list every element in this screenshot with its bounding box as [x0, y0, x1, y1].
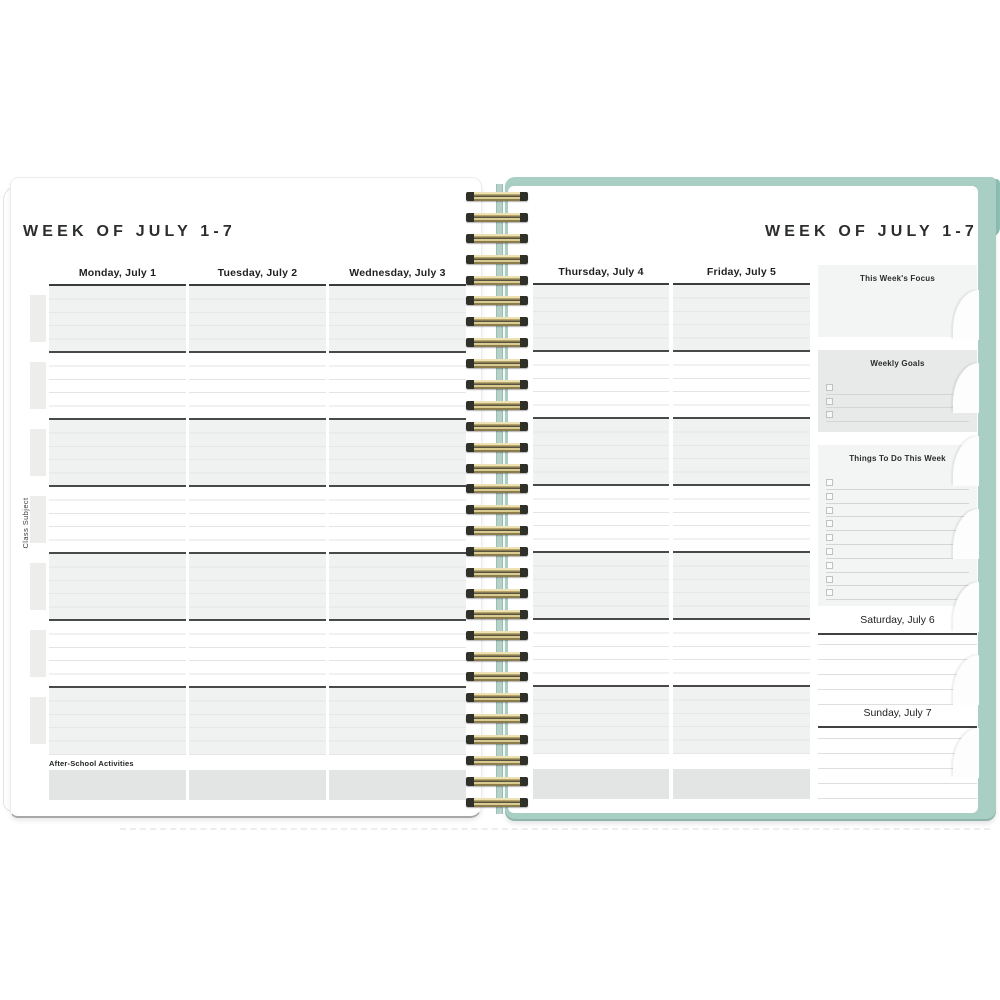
schedule-section: [189, 420, 326, 487]
spiral-coil: [466, 359, 528, 368]
day-header: Friday, July 5: [706, 266, 777, 278]
spiral-coil: [466, 735, 528, 744]
ruled-line: [818, 645, 977, 660]
checkbox-icon: [826, 384, 833, 391]
day-column-wednesday: [329, 267, 466, 755]
schedule-section: [673, 553, 810, 620]
schedule-section: [49, 487, 186, 554]
day-section-grid: [49, 286, 186, 755]
schedule-section: [329, 554, 466, 621]
spiral-coil: [466, 777, 528, 786]
day-header: Thursday, July 4: [558, 266, 644, 278]
checkbox-icon: [826, 493, 833, 500]
schedule-section: [189, 554, 326, 621]
checkbox-icon: [826, 479, 833, 486]
spiral-coil: [466, 484, 528, 493]
ruled-line: [818, 784, 977, 799]
schedule-section: [189, 621, 326, 688]
spiral-coil: [466, 422, 528, 431]
spiral-coil: [466, 798, 528, 807]
schedule-section: [533, 285, 669, 352]
spiral-coil: [466, 589, 528, 598]
checkbox-icon: [826, 411, 833, 418]
subject-tab: [30, 429, 46, 476]
ruled-line: [818, 660, 977, 675]
spiral-coil: [466, 652, 528, 661]
checkbox-icon: [826, 520, 833, 527]
subject-tab: [30, 295, 46, 342]
after-school-block: [189, 770, 326, 800]
spiral-coil: [466, 296, 528, 305]
checkbox-row: [818, 490, 977, 504]
schedule-section: [533, 486, 669, 553]
checkbox-icon: [826, 398, 833, 405]
write-in-line: [826, 599, 969, 600]
spiral-coil: [466, 213, 528, 222]
spiral-coil: [466, 464, 528, 473]
schedule-section: [673, 352, 810, 419]
todo-title: Things To Do This Week: [849, 454, 946, 463]
right-cover: [505, 177, 996, 821]
schedule-section: [329, 688, 466, 755]
spiral-coil: [466, 443, 528, 452]
schedule-section: [533, 687, 669, 754]
write-in-line: [826, 421, 969, 422]
day-column-tuesday: [189, 267, 326, 755]
checkbox-icon: [826, 589, 833, 596]
spiral-coil: [466, 338, 528, 347]
day-section-grid: [533, 285, 669, 754]
ruled-line: [818, 724, 977, 739]
day-section-grid: [189, 286, 326, 755]
after-school-label: After-School Activities: [49, 759, 134, 768]
spiral-coil: [466, 505, 528, 514]
day-header: Wednesday, July 3: [349, 267, 446, 279]
day-column-friday: [673, 266, 810, 754]
spiral-coil: [466, 255, 528, 264]
day-section-grid: [329, 286, 466, 755]
focus-title: This Week's Focus: [860, 274, 935, 283]
schedule-section: [673, 419, 810, 486]
spiral-coil: [466, 380, 528, 389]
schedule-section: [49, 420, 186, 487]
spiral-coil: [466, 756, 528, 765]
schedule-section: [533, 553, 669, 620]
spiral-coil: [466, 526, 528, 535]
schedule-section: [329, 353, 466, 420]
checkbox-icon: [826, 534, 833, 541]
spiral-coil: [466, 192, 528, 201]
after-school-block: [329, 770, 466, 800]
spiral-coil: [466, 317, 528, 326]
day-header: Tuesday, July 2: [217, 267, 298, 279]
schedule-section: [49, 286, 186, 353]
day-header: Monday, July 1: [78, 267, 157, 279]
left-page: [10, 177, 482, 818]
class-subject-label: Class Subject: [21, 497, 30, 549]
spiral-coil: [466, 401, 528, 410]
schedule-section: [533, 352, 669, 419]
day-section-grid: [673, 285, 810, 754]
schedule-section: [533, 620, 669, 687]
schedule-section: [49, 353, 186, 420]
right-page: [508, 186, 978, 813]
goals-title: Weekly Goals: [870, 359, 925, 368]
spiral-coil: [466, 714, 528, 723]
spiral-coil: [466, 693, 528, 702]
checkbox-row: [818, 573, 977, 587]
sunday-header: Sunday, July 7: [863, 707, 932, 719]
schedule-section: [49, 688, 186, 755]
schedule-section: [673, 285, 810, 352]
schedule-section: [189, 353, 326, 420]
schedule-section: [189, 487, 326, 554]
spiral-coil: [466, 234, 528, 243]
checkbox-row: [818, 559, 977, 573]
subject-tab: [30, 697, 46, 744]
checkbox-icon: [826, 562, 833, 569]
checkbox-icon: [826, 576, 833, 583]
checkbox-row: [818, 504, 977, 518]
page-edge-curl: [953, 436, 979, 486]
schedule-section: [189, 286, 326, 353]
spiral-coil: [466, 672, 528, 681]
day-column-thursday: [533, 266, 669, 754]
saturday-header: Saturday, July 6: [860, 614, 935, 626]
schedule-section: [533, 419, 669, 486]
spiral-coil: [466, 547, 528, 556]
ruled-line: [818, 630, 977, 645]
checkbox-icon: [826, 548, 833, 555]
schedule-section: [673, 620, 810, 687]
spiral-coil: [466, 610, 528, 619]
day-column-monday: [49, 267, 186, 755]
after-school-block: [49, 770, 186, 800]
spiral-binding: [466, 192, 528, 818]
checkbox-row: [818, 586, 977, 600]
schedule-section: [329, 621, 466, 688]
checkbox-icon: [826, 507, 833, 514]
schedule-section: [49, 621, 186, 688]
spiral-coil: [466, 631, 528, 640]
schedule-section: [673, 486, 810, 553]
schedule-section: [329, 487, 466, 554]
spiral-coil: [466, 276, 528, 285]
spiral-coil: [466, 568, 528, 577]
schedule-section: [329, 420, 466, 487]
left-page-title: WEEK OF JULY 1-7: [23, 223, 237, 240]
subject-tab: [30, 630, 46, 677]
page-shadow: [120, 828, 990, 830]
after-school-block: [533, 769, 669, 799]
schedule-section: [189, 688, 326, 755]
schedule-section: [673, 687, 810, 754]
schedule-section: [49, 554, 186, 621]
ruled-line: [818, 739, 977, 754]
checkbox-row: [818, 517, 977, 531]
subject-tab: [30, 362, 46, 409]
schedule-section: [329, 286, 466, 353]
right-page-title: WEEK OF JULY 1-7: [764, 223, 978, 240]
after-school-block: [673, 769, 810, 799]
